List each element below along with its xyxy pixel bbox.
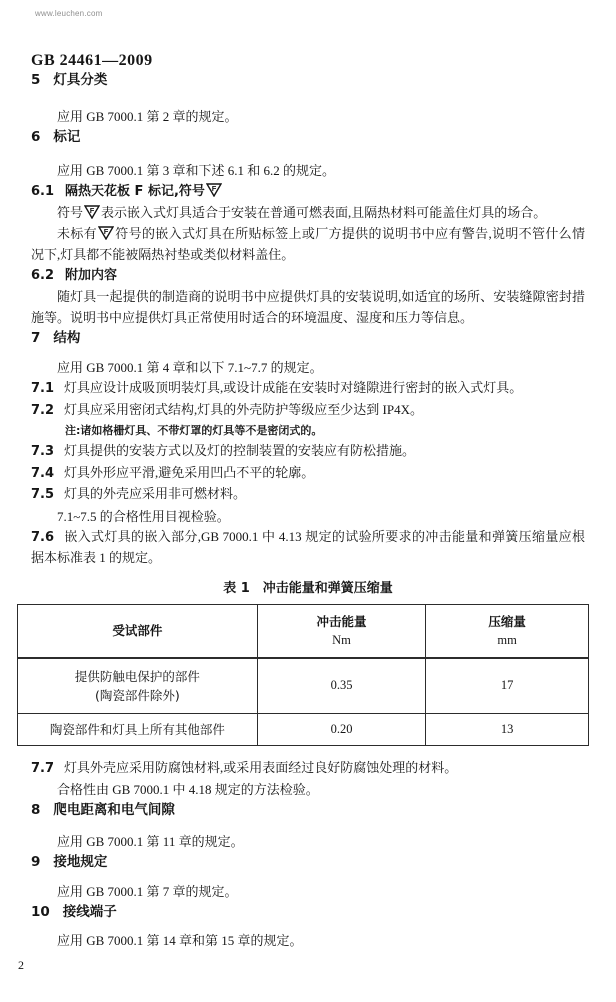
table-row xyxy=(18,713,589,745)
clause-7-5-extra: 7.1~7.5 的合格性用目视检验。 xyxy=(57,508,230,524)
svg-text:F: F xyxy=(89,206,95,215)
section-5-heading xyxy=(31,70,585,90)
section-number: 6.2 xyxy=(31,268,55,283)
clause-7-4: 7.4 灯具外形应平滑,避免采用凹凸不平的轮廓。 xyxy=(31,464,315,481)
section-6-2-heading xyxy=(31,265,585,286)
section-number: 8 xyxy=(31,802,41,818)
section-number: 10 xyxy=(31,904,50,920)
section-number: 9 xyxy=(31,854,41,870)
cell-energy: 0.35 xyxy=(257,658,425,714)
table-1 xyxy=(17,604,589,746)
clause-7-7-extra: 合格性由 GB 7000.1 中 4.18 规定的方法检验。 xyxy=(57,782,319,797)
col-header-part: 受试部件 xyxy=(18,604,258,658)
col-header-compression: 压缩量 mm xyxy=(426,604,589,658)
cell-compression: 13 xyxy=(426,713,589,745)
table-1-title: 表 1 冲击能量和弹簧压缩量 xyxy=(223,580,393,596)
section-title: 接线端子 xyxy=(62,904,117,920)
page-number: 2 xyxy=(18,958,24,972)
f-mark-icon xyxy=(84,205,100,219)
clause-7-5: 7.5 灯具的外壳应采用非可燃材料。 xyxy=(31,486,247,502)
f-mark-icon xyxy=(98,226,114,240)
cell-part: 提供防触电保护的部件 (陶瓷部件除外) xyxy=(18,658,258,714)
section-title: 接地规定 xyxy=(53,854,108,870)
section-title: 标记 xyxy=(53,129,81,145)
clause-7-1: 7.1 灯具应设计成吸顶明装灯具,或设计成能在安装时对缝隙进行密封的嵌入式灯具。 xyxy=(31,380,523,396)
section-number: 6.1 xyxy=(31,184,55,199)
section-8-body: 应用 GB 7000.1 第 11 章的规定。 xyxy=(57,834,244,849)
section-9-heading xyxy=(31,852,585,872)
clause-7-2: 7.2 灯具应采用密闭式结构,灯具的外壳防护等级应至少达到 IP4X。 xyxy=(31,401,423,418)
svg-text:F: F xyxy=(211,184,217,193)
section-title: 爬电距离和电气间隙 xyxy=(53,802,175,818)
section-10-body: 应用 GB 7000.1 第 14 章和第 15 章的规定。 xyxy=(57,933,303,948)
section-number: 6 xyxy=(31,129,41,145)
table-header-row xyxy=(18,604,589,658)
clause-7-2-note: 注:诸如格栅灯具、不带灯罩的灯具等不是密闭式的。 xyxy=(65,424,323,437)
section-7-heading xyxy=(31,328,585,348)
section-9-body: 应用 GB 7000.1 第 7 章的规定。 xyxy=(57,884,238,899)
clause-7-3: 7.3 灯具提供的安装方式以及灯的控制装置的安装应有防松措施。 xyxy=(31,443,416,459)
section-5-body: 应用 GB 7000.1 第 2 章的规定。 xyxy=(57,109,238,124)
section-6-1-para-1: 符号 F 表示嵌入式灯具适合于安装在普通可燃表面,且隔热材料可能盖住灯具的场合。 xyxy=(57,205,547,220)
section-title: 结构 xyxy=(53,330,81,346)
section-title: 附加内容 xyxy=(65,268,118,283)
section-title: 灯具分类 xyxy=(53,72,108,88)
f-mark-icon xyxy=(206,183,222,197)
watermark-url: www.leuchen.com xyxy=(35,9,103,18)
section-8-heading xyxy=(31,800,585,820)
cell-energy: 0.20 xyxy=(257,713,425,745)
section-6-2-body: 随灯具一起提供的制造商的说明书中应提供灯具的安装说明,如适宜的场所、安装缝隙密封措施等。说明书中应提供灯具正常使用时适合的环境温度、湿度和压力等信息。 xyxy=(31,289,585,325)
section-number: 5 xyxy=(31,72,41,88)
section-6-1-heading xyxy=(31,181,585,202)
section-6-body: 应用 GB 7000.1 第 3 章和下述 6.1 和 6.2 的规定。 xyxy=(57,163,336,178)
col-header-impact-energy: 冲击能量 Nm xyxy=(257,604,425,658)
section-6-heading xyxy=(31,127,585,147)
svg-text:F: F xyxy=(103,227,109,236)
cell-part: 陶瓷部件和灯具上所有其他部件 xyxy=(18,713,258,745)
cell-compression: 17 xyxy=(426,658,589,714)
section-7-body: 应用 GB 7000.1 第 4 章和以下 7.1~7.7 的规定。 xyxy=(57,360,323,375)
section-number: 7 xyxy=(31,330,41,346)
table-row xyxy=(18,658,589,714)
section-title: 隔热天花板 F 标记,符号 xyxy=(65,184,205,199)
clause-7-6: 7.6 嵌入式灯具的嵌入部分,GB 7000.1 中 4.13 规定的试验所要求的冲击能量和弹簧压缩量应根据本标准表 1 的规定。 xyxy=(31,528,585,565)
doc-number: GB 24461—2009 xyxy=(31,52,153,69)
section-10-heading xyxy=(31,902,585,922)
section-6-1-para-2: 未标有 F 符号的嵌入式灯具在所贴标签上或厂方提供的说明书中应有警告,说明不管什么情况下,灯具都不能被隔热衬垫或类似材料盖住。 xyxy=(31,226,585,262)
clause-7-7: 7.7 灯具外壳应采用防腐蚀材料,或采用表面经过良好防腐蚀处理的材料。 xyxy=(31,759,458,776)
